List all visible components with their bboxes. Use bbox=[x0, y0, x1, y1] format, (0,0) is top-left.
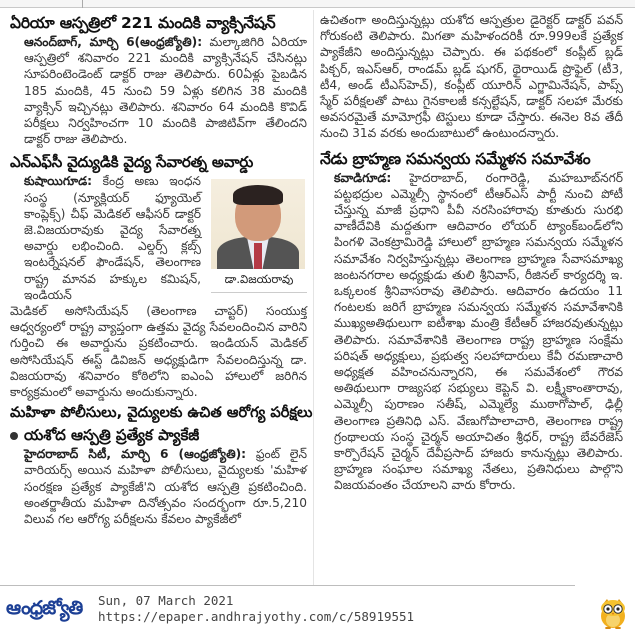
article-vaccination bbox=[10, 12, 307, 147]
footer bbox=[0, 591, 635, 635]
article-health-body-right bbox=[320, 12, 623, 142]
right-column bbox=[320, 12, 623, 494]
dateline-award: కుషాయిగూడ: bbox=[24, 174, 92, 189]
left-column bbox=[10, 12, 313, 527]
article-award-body-bottom bbox=[10, 303, 307, 400]
article-health-package bbox=[10, 402, 313, 527]
article-brahmin-meet bbox=[320, 148, 623, 494]
dateline-vaccination: ఆనంద్‌బాగ్, మార్చి 6(ఆంధ్రజ్యోతి): bbox=[24, 35, 203, 49]
brahmin-text: హైదరాబాద్, రంగారెడ్డి, మహబూబ్‌నగర్ పట్టభద్రుల ఎమ్మెల్సీ స్థానంలో టీఆర్ఎస్ పార్టీ నుంచి పోటీ చేస్తున్న మాజీ ప్రధాని పీవీ నరసింహారావు కూతురు సురభి వాణీదేవికి మద్దతుగా ఆదివారం లోయర్ ట్యాంక్‌బండ్‌లోని పింగళి వెంకట్రామిరెడ్డి హాలులో బ్రాహ్మణ సమన్వయ సమ్మేళన సమావేశం నిర్వహిస్తున్నట్లు తెలంగాణ బ్రాహ్మణ సేవాసమాఖ్య జంటనగరాల అధ్యక్షుడు తులి శ్రీనివాస్, రీజినల్ కార్యదర్శి ఇ. ఒక్కలంక శ్రీనివాసరావు తెలిపారు. ఆదివారం ఉదయం 11 గంటలకు జరిగే బ్రాహ్మణ సమన్వయ సమ్మేళన సమావేశానికి ముఖ్యఅతిథులుగా ఐటీశాఖ మంత్రి కేటీఆర్ హాజరవుతున్నట్లు తెలిపారు. సమావేశానికి తెలంగాణ రాష్ట్ర బ్రాహ్మణ సంక్షేమ పరిషత్ అధ్యక్షులు, ప్రభుత్వ సలహాదారులు కేవీ రమణాచారి అధ్యక్షత వహించనున్నారని, ఈ సమవేశంలో గౌరవ అతిథులుగా రాజ్యసభ సభ్యులు కెప్టెన్ వి. లక్ష్మీకాంతారావు, ఎమ్మెల్సీ పురాణం సతీష్, ఎమ్మెల్యే ముఠాగోపాల్, ఢిల్లీ తెలంగాణ ప్రతినిధి ఎస్. వేణుగోపాలాచారి, తెలంగాణ రాష్ట్ర గ్రంథాలయ సంస్థ చైర్మన్ అయాచితం శ్రీధర్, రాష్ట్ర బేవరేజెస్ కార్పొరేషన్ చైర్మన్ దేవీప్రసాద్ హాజరు కానున్నట్లు తెలిపారు. బ్రాహ్మణ సంఘాల సమాఖ్య నేతలు, ప్రతినిధులు పాల్గొని విజయవంతం చేయాలని వారు కోరారు. bbox=[334, 170, 623, 493]
dateline-health: హైదరాబాద్ సిటీ, మార్చి 6 (ఆంధ్రజ్యోతి): bbox=[24, 447, 247, 462]
headline-brahmin-meet: నేడు బ్రాహ్మణ సమన్వయ సమ్మేళన సమావేశం bbox=[320, 149, 591, 168]
headline-vaccination: ఏరియా ఆస్పత్రిలో 221 మందికి వ్యాక్సినేషన్ bbox=[10, 14, 276, 32]
health-text-right: ఉచితంగా అందిస్తున్నట్లు యశోద ఆస్పత్రుల డైరెక్టర్ డాక్టర్ పవన్ గోరుకంటి తెలిపారు. మిగతా మహిళందరికీ రూ.999లకే ప్రత్యేక ప్యాకేజీని అందిస్తున్నట్లు చెప్పారు. ఈ పథకంలో కంప్లీట్ బ్లడ్ పిక్చర్, ఇఎస్ఆర్, రాండమ్ బ్లడ్ షుగర్, థైరాయిడ్ ప్రొఫైల్ (టీ3, టీ4, అండ్ టీఎస్‌హెచ్), కంప్లీట్ యూరిన్ ఎగ్జామినేషన్, పాప్స్ స్మేర్ పరీక్షలతో పాటు గైనకాలజీ కన్సల్టేషన్, డాక్టర్ సలహా మేరకు అవసరమైతే మామోగ్రఫీ టెస్టులు కూడా చేస్తారు. ఈనెల 8వ తేదీ నుంచి 31వ వరకు అందుబాటులో ఉంటుందన్నారు. bbox=[320, 13, 623, 141]
article-brahmin-body bbox=[320, 170, 623, 494]
footer-divider bbox=[0, 585, 575, 586]
award-text-bottom: మెడికల్ అసోసియేషన్ (తెలంగాణ చాప్టర్) సంయుక్త ఆధ్వర్యంలో రాష్ట్ర వ్యాప్తంగా ఉత్తమ వైద్య సేవలందించిన వారిని గుర్తించి ఈ అవార్డును ప్రకటించారు. ఇండియన్ మెడికల్ అసోసియేషన్ ఈస్ట్ డివిజన్ అధ్యక్షుడిగా సేవలందిస్తున్న డా. విజయరావు శనివారం కోఠిలోని ఐఎంఏ హాలులో జరిగిన కార్యక్రమంలో అవార్డును అందుకున్నారు. bbox=[10, 304, 307, 400]
publication-date: Sun, 07 March 2021 bbox=[98, 593, 234, 608]
dateline-brahmin: కవాడిగూడ: bbox=[334, 170, 392, 185]
headline-health-package: మహిళా పోలీసులు, వైద్యులకు ఉచిత ఆరోగ్య పరీక్షలు bbox=[10, 404, 313, 422]
award-text-top: కేంద్ర అణు ఇంధన సంస్థ (న్యూక్లియర్ ఫ్యూయెల్ కాంప్లెక్స్) చీఫ్ మెడికల్ ఆఫీసర్ డాక్టర్ జె.విజయరావుకు వైద్య సేవారత్న అవార్డు లభించింది. ఎల్డర్స్ క్లబ్స్ ఇంటర్నేషనల్ ఫౌండేషన్, తెలంగాణ రాష్ట్ర మానవ హక్కుల కమిషన్, ఇండియన్ bbox=[24, 174, 201, 302]
article-health-body-left bbox=[10, 446, 307, 527]
subheadline-health-package bbox=[10, 424, 307, 446]
subheadline-text: యశోద ఆస్పత్రి ప్రత్యేక ప్యాకేజీ bbox=[24, 426, 200, 445]
bullet-icon bbox=[10, 432, 18, 440]
owl-mascot-icon bbox=[598, 595, 628, 629]
article-vaccination-body bbox=[10, 34, 307, 147]
top-strip bbox=[0, 0, 635, 8]
photo-caption: డా.విజయరావు bbox=[211, 269, 307, 293]
doctor-photo bbox=[211, 179, 305, 269]
health-text-left: ఫ్రంట్ లైన్ వారియర్స్ అయిన మహిళా పోలీసులు, వైద్యులకు 'మహిళ సంరక్షణ ప్రత్యేక ప్యాకేజీ'ని యశోద ఆస్పత్రి ప్రకటించింది. అంతర్జాతీయ మహిళా దినోత్సవం సందర్భంగా రూ.5,210 విలువ గల ఆరోగ్య పరీక్షలను కేవలం ప్యాకేజీలో bbox=[24, 447, 308, 527]
photo-figure bbox=[211, 179, 307, 293]
epaper-link[interactable]: https://epaper.andhrajyothy.com/c/58919551 bbox=[98, 609, 415, 624]
andhrajyothy-logo: ఆంధ్రజ్యోతి bbox=[6, 597, 83, 619]
headline-award: ఎన్‌ఎఫ్‌సీ వైద్యుడికి వైద్య సేవారత్న అవార్డు bbox=[10, 153, 254, 172]
article-award bbox=[10, 151, 307, 400]
vaccination-text: మల్కాజిగిరి ఏరియా ఆస్పత్రిలో శనివారం 221 మందికి వ్యాక్సినేషన్ చేసినట్లు సూపరింటెండెంట్ డాక్టర్ రాజు తెలిపారు. 60ఏళ్లు పైబడిన 185 మందికి, 45 నుంచి 59 ఏళ్లు కలిగిన 38 మందికి వ్యాక్సిన్ ఇచ్చినట్లు తెలిపారు. శనివారం 64 మందికి కొవిడ్ పరీక్షలు నిర్వహించగా 10 మందికి పాజిటివ్‌గా తేలిందని డాక్టర్ రాజు తెలిపారు. bbox=[24, 35, 307, 147]
top-strip-divider bbox=[82, 0, 83, 8]
column-divider bbox=[313, 10, 314, 585]
